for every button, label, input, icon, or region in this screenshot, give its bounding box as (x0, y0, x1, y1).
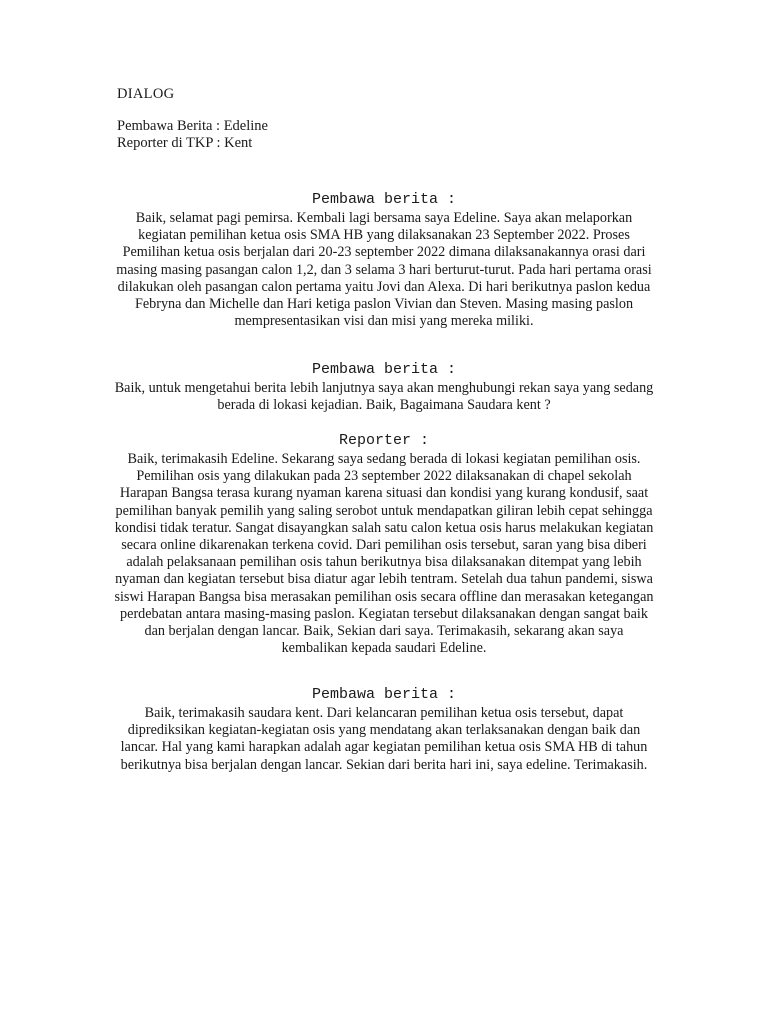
speaker-label: Pembawa berita : (311, 361, 457, 378)
document-title: DIALOG (117, 86, 175, 102)
document-header (117, 86, 677, 152)
dialog-text: Baik, selamat pagi pemirsa. Kembali lagi bersama saya Edeline. Saya akan melaporkan kegiatan pemilihan ketua osis SMA HB yang dilaksanakan 23 September 2022. Proses Pemilihan ketua osis berjalan dari 20-23 september 2022 dimana dilaksanakannya orasi dari masing masing pasangan calon 1,2, dan 3 selama 3 hari berturut-turut. Pada hari pertama orasi dilakukan oleh pasangan calon pertama yaitu Jovi dan Alexa. Di hari berikutnya paslon kedua Febryna dan Michelle dan Hari ketiga paslon Vivian dan Steven. Masing masing paslon mempresentasikan visi dan misi yang mereka miliki. (116, 210, 652, 330)
speaker-label: Pembawa berita : (311, 191, 457, 208)
dialog-section-2 (112, 360, 656, 414)
dialog-text: Baik, untuk mengetahui berita lebih lanjutnya saya akan menghubungi rekan saya yang sedang berada di lokasi kejadian. Baik, Bagaimana Saudara kent ? (114, 380, 654, 414)
speaker-label: Reporter : (338, 432, 429, 449)
role-news-anchor: Pembawa Berita : Edeline (117, 118, 268, 134)
dialog-section-1 (112, 190, 656, 330)
role-reporter: Reporter di TKP : Kent (117, 135, 253, 151)
dialog-section-4 (112, 685, 656, 774)
dialog-text: Baik, terimakasih saudara kent. Dari kelancaran pemilihan ketua osis tersebut, dapat diprediksikan kegiatan-kegiatan osis yang mendatang akan terlaksanakan dengan baik dan lancar. Hal yang kami harapkan adalah agar kegiatan pemilihan ketua osis SMA HB di tahun berikutnya bisa berjalan dengan lancar. Sekian dari berita hari ini, saya edeline. Terimakasih. (120, 705, 648, 773)
speaker-label: Pembawa berita : (311, 686, 457, 703)
dialog-section-3 (112, 431, 656, 657)
dialog-text: Baik, terimakasih Edeline. Sekarang saya sedang berada di lokasi kegiatan pemilihan osis. Pemilihan osis yang dilakukan pada 23 september 2022 dilaksanakan di chapel sekolah Harapan Bangsa terasa kurang nyaman karena situasi dan kondisi yang kurang kondusif, saat pemilihan banyak pemilih yang saling serobot untuk mendapatkan giliran lebih cepat sehingga kondisi tidak teratur. Sangat disayangkan salah satu calon ketua osis harus melakukan kegiatan secara online dikarenakan terkena covid. Dari pemilihan osis tersebut, saran yang bisa diberi adalah pelaksanaan pemilihan osis tahun berikutnya bisa dilaksanakan ditempat yang lebih nyaman dan kegiatan tersebut bisa diatur agar lebih tentram. Setelah dua tahun pandemi, siswa siswi Harapan Bangsa bisa merasakan pemilihan osis secara offline dan merasakan ketegangan perdebatan antara masing-masing paslon. Kegiatan tersebut dilaksanakan dengan sangat baik dan berjalan dengan lancar. Baik, Sekian dari saya. Terimakasih, sekarang akan saya kembalikan kepada saudari Edeline. (114, 451, 654, 657)
